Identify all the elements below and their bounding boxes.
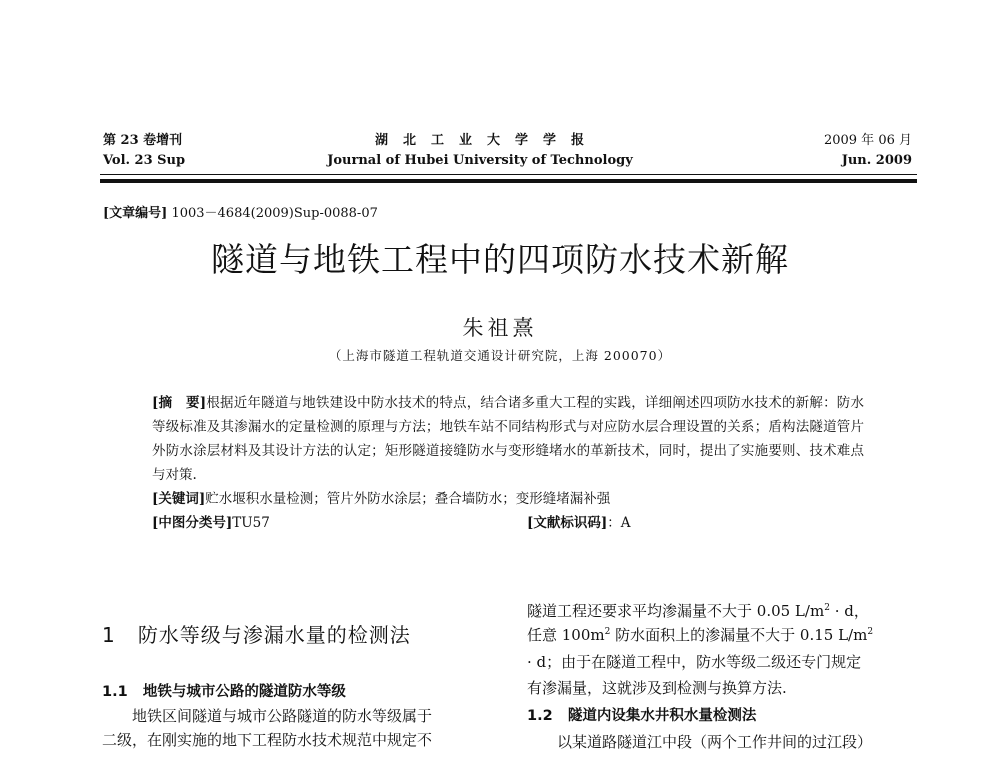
- subsection-title: 隧道内设集水井积水量检测法: [567, 708, 757, 724]
- document-code-value: ：A: [607, 515, 631, 531]
- subsection-title: 地铁与城市公路的隧道防水等级: [142, 684, 346, 700]
- author-name: 朱祖熹: [462, 316, 538, 340]
- header-rule-thick: [100, 179, 917, 183]
- journal-name: 湖 北 工 业 大 学 学 报: [374, 133, 585, 148]
- paper-title: 隧道与地铁工程中的四项防水技术新解: [211, 240, 789, 279]
- body-text: · d，: [834, 602, 869, 620]
- journal-name-en: Journal of Hubei University of Technology: [327, 153, 633, 168]
- article-number-value: 1003－4684(2009)Sup-0088-07: [171, 206, 378, 221]
- issue-date-en: Jun. 2009: [841, 153, 912, 168]
- body-line: 以某道路隧道江中段（两个工作井间的过江段）: [557, 733, 873, 751]
- abstract-text: 根据近年隧道与地铁建设中防水技术的特点，结合诸多重大工程的实践，详细阐述四项防水技术的新解：防水等级标准及其渗漏水的定量检测的原理与方法；地铁车站不同结构形式与对应防水层合理设置的关系；盾构法隧道管片外防水涂层材料及其设计方法的认定；矩形隧道接缝防水与变形缝堵水的革新技术，同时，提出了实施要则、技术难点与对策.: [152, 395, 865, 483]
- section-1-heading: [102, 619, 411, 648]
- abstract-label: [摘 要]: [152, 395, 207, 411]
- subsection-1-1-heading: [102, 680, 346, 701]
- article-number: [103, 202, 378, 221]
- body-text: 任意 100m: [527, 626, 605, 644]
- superscript: 2: [867, 627, 874, 637]
- body-line: [527, 599, 869, 623]
- body-line: 二级，在刚实施的地下工程防水技术规范中规定不: [102, 731, 433, 749]
- superscript: 2: [604, 627, 611, 637]
- abstract: [152, 391, 864, 487]
- classification: [152, 511, 270, 535]
- header-rule-thin: [100, 174, 917, 175]
- subsection-number: 1.1: [102, 684, 128, 700]
- body-line: 地铁区间隧道与城市公路隧道的防水等级属于: [132, 707, 433, 725]
- superscript: 2: [824, 603, 830, 613]
- journal-volume: 第 23 卷增刊: [103, 133, 183, 148]
- article-number-label: [文章编号]: [103, 206, 168, 221]
- classification-value: TU57: [232, 515, 270, 531]
- document-code: [527, 511, 631, 535]
- body-text: 防水面积上的渗漏量不大于 0.15 L/m: [610, 626, 868, 644]
- keywords: [152, 487, 610, 511]
- subsection-number: 1.2: [527, 708, 553, 724]
- journal-volume-en: Vol. 23 Sup: [103, 153, 186, 168]
- body-line: 有渗漏量，这就涉及到检测与换算方法.: [527, 679, 787, 697]
- classification-label: [中图分类号]: [152, 515, 233, 531]
- document-code-label: [文献标识码]: [527, 515, 608, 531]
- author-affiliation: （上海市隧道工程轨道交通设计研究院，上海 200070）: [328, 348, 672, 363]
- keywords-text: 贮水堰积水量检测；管片外防水涂层；叠合墙防水；变形缝堵漏补强: [205, 491, 611, 507]
- section-number: 1: [102, 623, 116, 647]
- body-text: 隧道工程还要求平均渗漏量不大于 0.05 L/m: [527, 602, 825, 620]
- keywords-label: [关键词]: [152, 491, 206, 507]
- body-line: [527, 623, 873, 647]
- subsection-1-2-heading: [527, 704, 756, 725]
- section-title: 防水等级与渗漏水量的检测法: [137, 623, 411, 647]
- body-line: · d；由于在隧道工程中，防水等级二级还专门规定: [527, 653, 862, 671]
- issue-date: 2009 年 06 月: [823, 133, 912, 148]
